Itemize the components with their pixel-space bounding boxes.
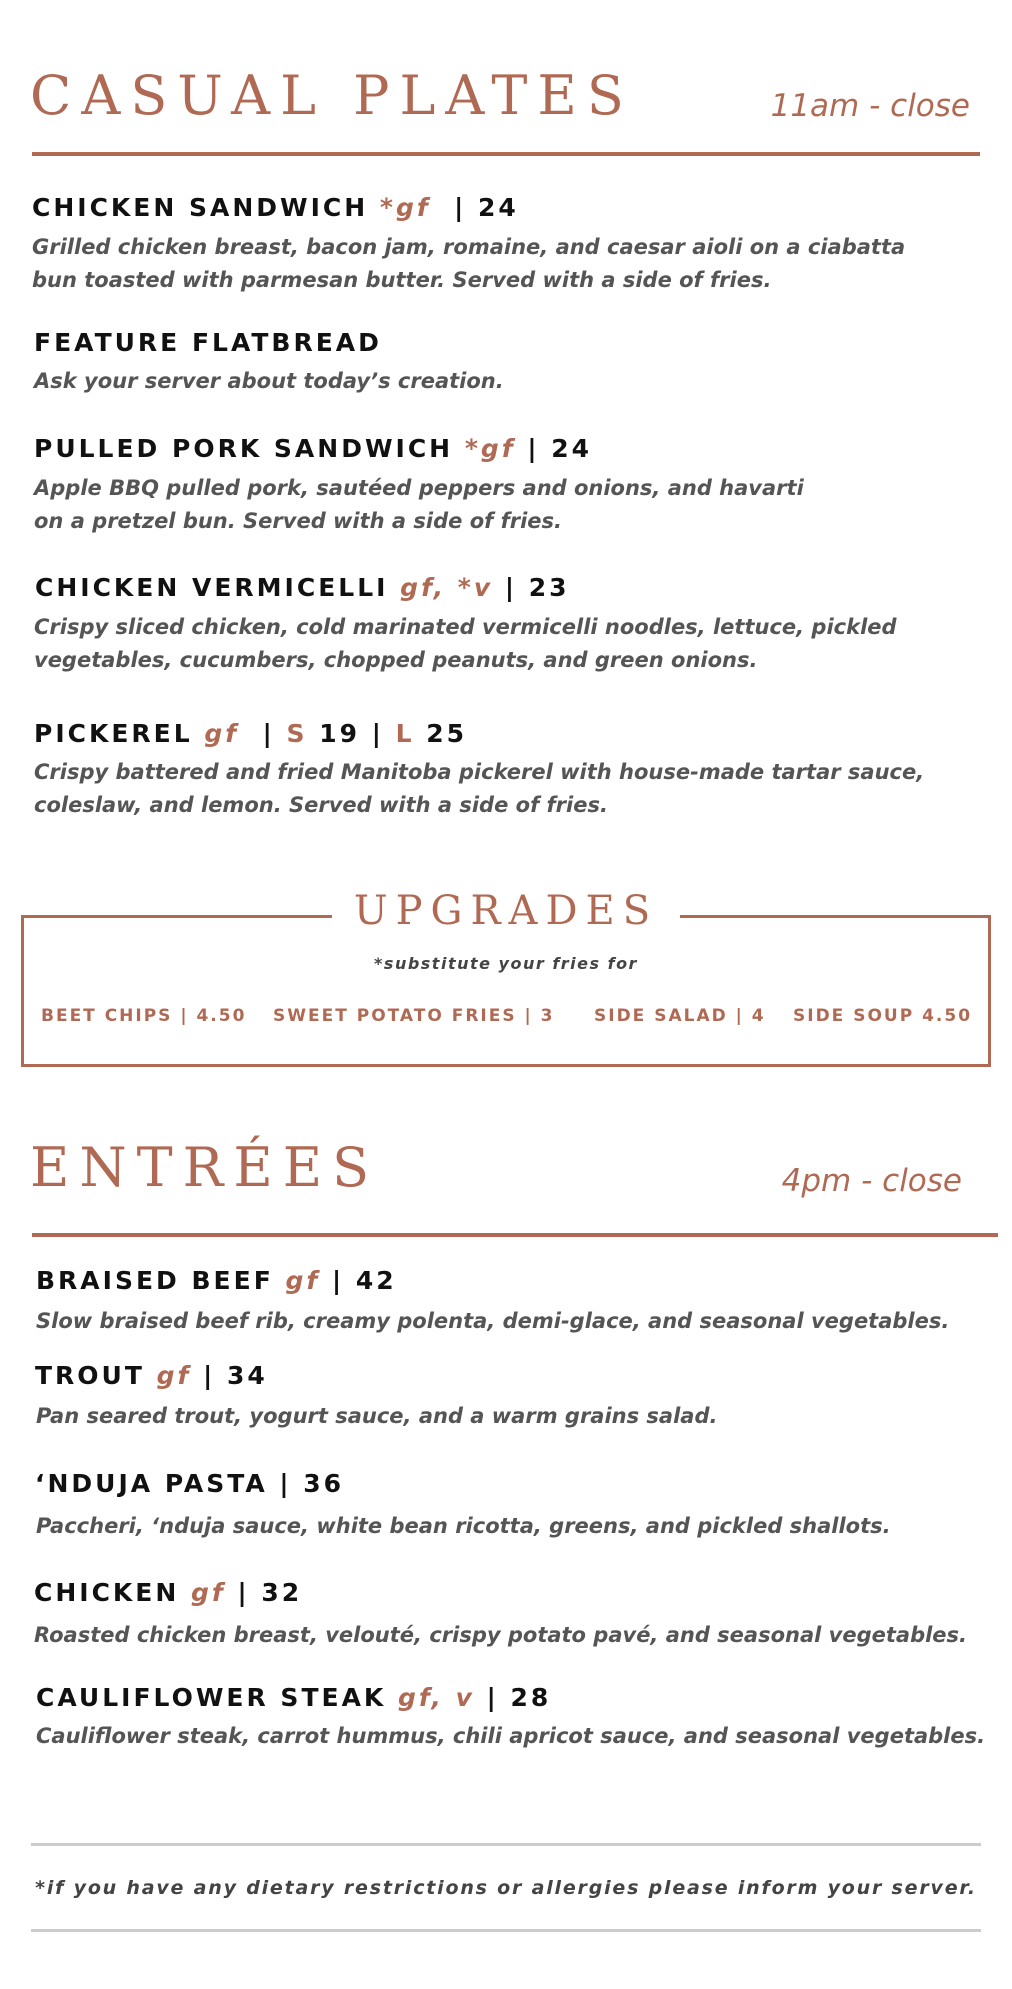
description-line: Pan seared trout, yogurt sauce, and a warm grains salad. bbox=[36, 1404, 718, 1428]
menu-item-title bbox=[36, 1683, 551, 1712]
description-line: Crispy sliced chicken, cold marinated vermicelli noodles, lettuce, pickled bbox=[34, 615, 897, 639]
footer-top-divider bbox=[31, 1843, 981, 1846]
item-price: | 34 bbox=[203, 1361, 268, 1390]
item-price: | 24 bbox=[527, 434, 593, 463]
description-line: bun toasted with parmesan butter. Served with a side of fries. bbox=[32, 268, 772, 292]
entrees-divider bbox=[32, 1233, 998, 1237]
size-large-label: L bbox=[395, 719, 415, 748]
upgrades-title-wrap bbox=[0, 888, 1012, 934]
upgrades-title: UPGRADES bbox=[332, 888, 680, 934]
upgrade-option: SIDE SOUP 4.50 bbox=[793, 1006, 973, 1026]
dietary-tag: gf bbox=[285, 1266, 321, 1295]
description-line: Slow braised beef rib, creamy polenta, demi-glace, and seasonal vegetables. bbox=[36, 1309, 950, 1333]
dietary-tag: gf bbox=[204, 719, 240, 748]
dietary-tag: gf, *v bbox=[400, 573, 494, 602]
menu-item-title bbox=[36, 1266, 397, 1295]
footer-bottom-divider bbox=[31, 1929, 981, 1932]
item-price: | 24 bbox=[454, 193, 519, 222]
menu-item-description bbox=[36, 1305, 949, 1338]
price-small: 19 bbox=[319, 719, 360, 748]
item-name: CHICKEN VERMICELLI bbox=[35, 573, 389, 602]
allergy-note: *if you have any dietary restrictions or allergies please inform your server. bbox=[35, 1877, 977, 1899]
item-name: ‘NDUJA PASTA | 36 bbox=[35, 1469, 344, 1498]
size-small-label: S bbox=[286, 719, 308, 748]
price-large: 25 bbox=[426, 719, 468, 748]
description-line: Ask your server about today’s creation. bbox=[34, 369, 504, 393]
menu-item-title bbox=[34, 434, 592, 463]
menu-item-description bbox=[34, 472, 804, 538]
menu-item-description bbox=[34, 611, 897, 677]
casual-plates-hours: 11am - close bbox=[770, 88, 970, 124]
item-name: PULLED PORK SANDWICH bbox=[34, 434, 454, 463]
price-separator: | bbox=[262, 719, 275, 748]
description-line: vegetables, cucumbers, chopped peanuts, and green onions. bbox=[34, 648, 758, 672]
item-price: | 23 bbox=[504, 573, 570, 602]
upgrade-option: SIDE SALAD | 4 bbox=[594, 1006, 766, 1026]
description-line: Cauliflower steak, carrot hummus, chili apricot sauce, and seasonal vegetables. bbox=[36, 1724, 986, 1748]
dietary-tag: *gf bbox=[464, 434, 516, 463]
item-price: | 28 bbox=[486, 1683, 552, 1712]
menu-item-description bbox=[32, 231, 905, 297]
description-line: coleslaw, and lemon. Served with a side of fries. bbox=[34, 793, 608, 817]
menu-item-description bbox=[36, 1720, 985, 1753]
item-name: CHICKEN bbox=[34, 1578, 180, 1607]
item-name: CAULIFLOWER STEAK bbox=[36, 1683, 387, 1712]
description-line: on a pretzel bun. Served with a side of fries. bbox=[34, 509, 562, 533]
menu-item-title bbox=[34, 328, 382, 357]
menu-item-description bbox=[34, 756, 924, 822]
menu-item-title bbox=[34, 719, 467, 748]
menu-item-title bbox=[35, 1361, 268, 1390]
menu-item-title bbox=[35, 573, 570, 602]
dietary-tag: gf bbox=[191, 1578, 226, 1607]
menu-item-description bbox=[36, 1510, 891, 1543]
casual-plates-divider bbox=[32, 152, 980, 156]
description-line: Paccheri, ‘nduja sauce, white bean ricotta, greens, and pickled shallots. bbox=[36, 1514, 891, 1538]
item-name: PICKEREL bbox=[34, 719, 193, 748]
menu-item-title bbox=[34, 1578, 302, 1607]
casual-plates-title: CASUAL PLATES bbox=[30, 64, 634, 127]
description-line: Grilled chicken breast, bacon jam, romaine, and caesar aioli on a ciabatta bbox=[32, 235, 906, 259]
dietary-tag: gf, v bbox=[398, 1683, 475, 1712]
upgrades-box bbox=[21, 915, 991, 1067]
dietary-tag: *gf bbox=[379, 193, 431, 222]
item-price: | 32 bbox=[237, 1578, 303, 1607]
description-line: Roasted chicken breast, velouté, crispy potato pavé, and seasonal vegetables. bbox=[34, 1623, 968, 1647]
menu-item-description bbox=[34, 365, 504, 398]
item-name: BRAISED BEEF bbox=[36, 1266, 274, 1295]
menu-item-title bbox=[35, 1469, 344, 1498]
upgrades-subtitle: *substitute your fries for bbox=[374, 954, 638, 973]
description-line: Crispy battered and fried Manitoba pickerel with house-made tartar sauce, bbox=[34, 760, 925, 784]
upgrade-option: SWEET POTATO FRIES | 3 bbox=[273, 1006, 555, 1026]
entrees-title: ENTRÉES bbox=[30, 1136, 380, 1199]
item-price: | 42 bbox=[332, 1266, 397, 1295]
price-separator: | bbox=[371, 719, 384, 748]
upgrade-option: BEET CHIPS | 4.50 bbox=[41, 1006, 247, 1026]
entrees-hours: 4pm - close bbox=[781, 1163, 962, 1199]
menu-item-description bbox=[34, 1619, 967, 1652]
description-line: Apple BBQ pulled pork, sautéed peppers and onions, and havarti bbox=[34, 476, 804, 500]
item-name: FEATURE FLATBREAD bbox=[34, 328, 382, 357]
dietary-tag: gf bbox=[156, 1361, 192, 1390]
item-name: CHICKEN SANDWICH bbox=[32, 193, 369, 222]
menu-item-description bbox=[36, 1400, 717, 1433]
item-name: TROUT bbox=[35, 1361, 145, 1390]
menu-item-title bbox=[32, 193, 519, 222]
